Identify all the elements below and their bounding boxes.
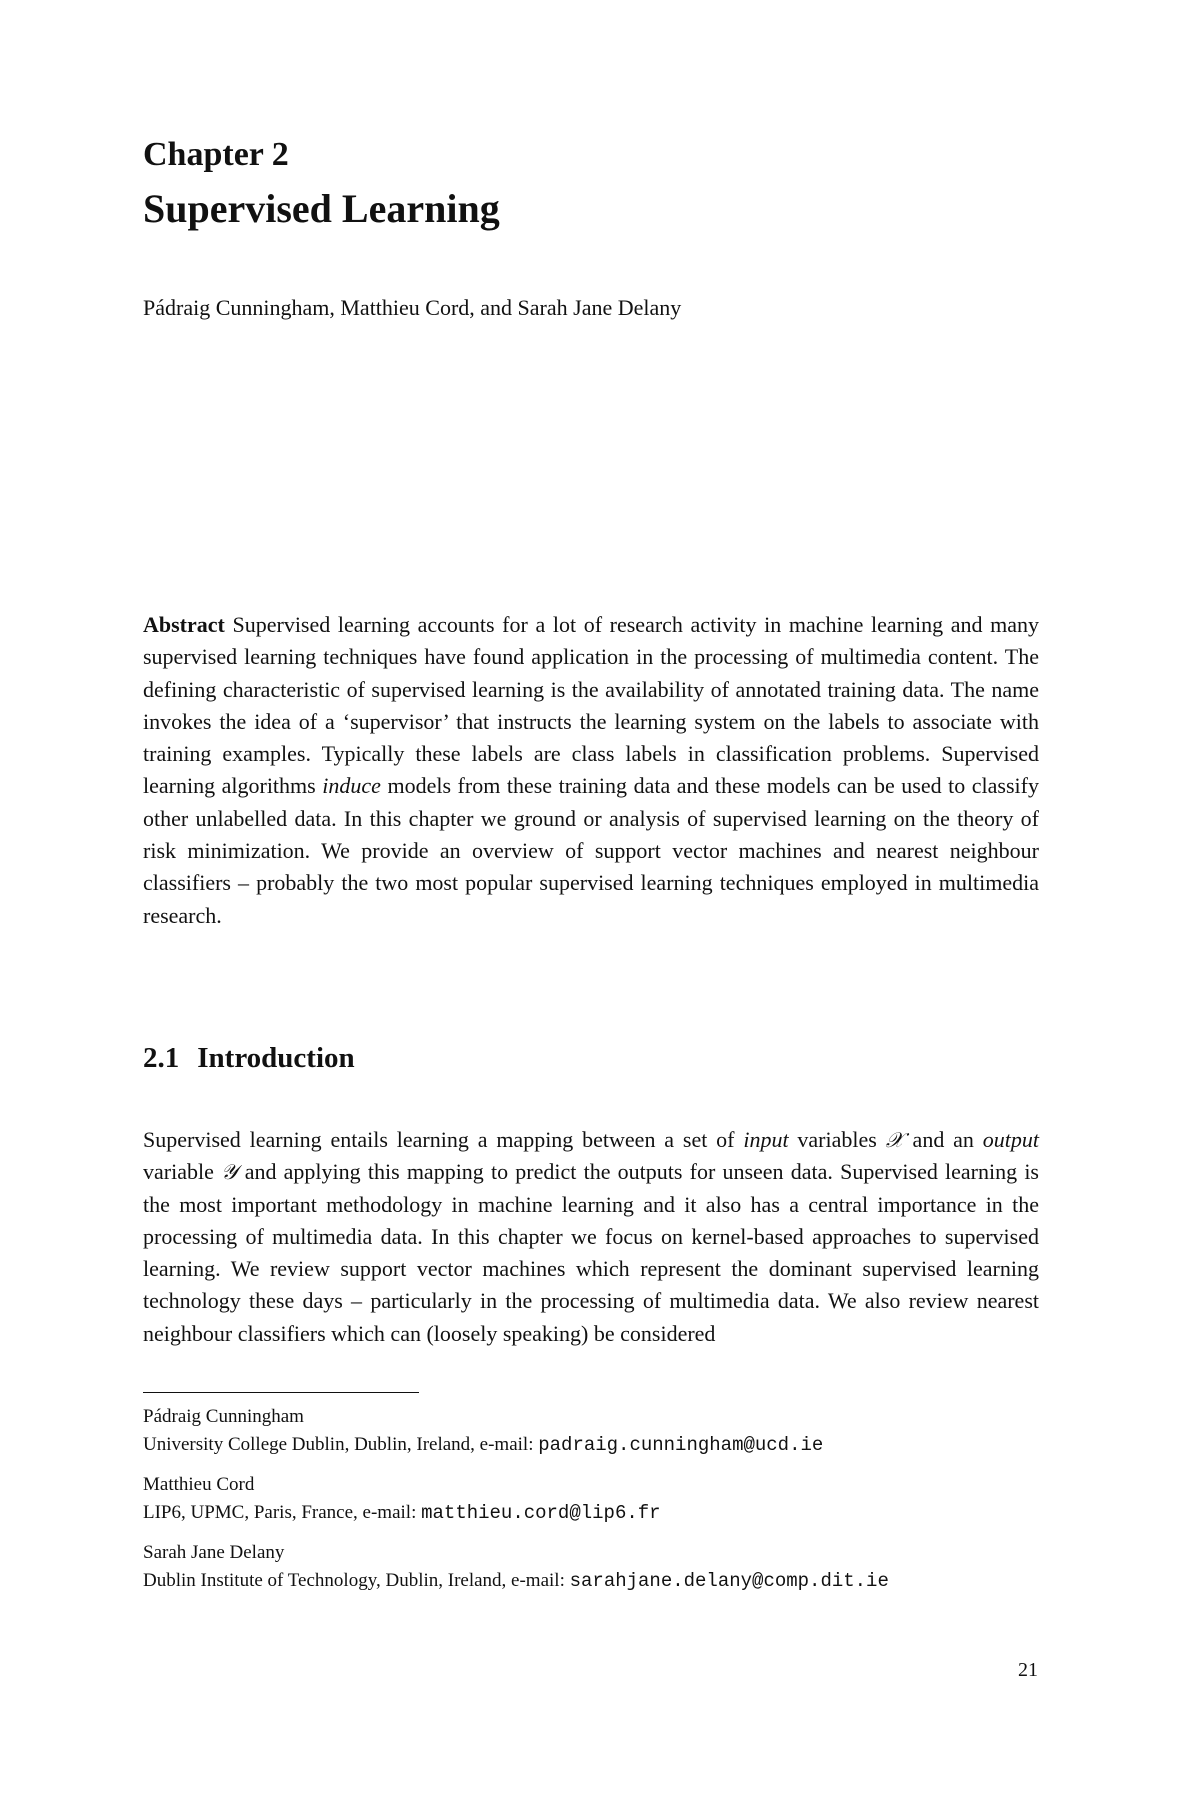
chapter-label: Chapter 2 xyxy=(143,136,289,173)
footnote-affiliation: University College Dublin, Dublin, Ireland, e-mail: xyxy=(143,1434,539,1455)
footnote-affiliation-line xyxy=(143,1567,1043,1595)
abstract-emphasis: induce xyxy=(322,773,381,799)
introduction-paragraph xyxy=(143,1124,1039,1350)
intro-text-1: Supervised learning entails learning a mapping between a set of xyxy=(143,1127,744,1152)
footnote-affiliation: LIP6, UPMC, Paris, France, e-mail: xyxy=(143,1502,422,1523)
math-variable-y: 𝒴 xyxy=(221,1160,238,1185)
abstract-paragraph xyxy=(143,609,1039,932)
chapter-title: Supervised Learning xyxy=(143,186,500,231)
math-variable-x: 𝒳 xyxy=(885,1128,904,1152)
intro-text-3: and an xyxy=(903,1127,983,1152)
abstract-text-part-2: models from these training data and these models can be used to classify other unlabelled data. In this chapter we ground or analysis of supervised learning on the theory of risk minimization. We provide an overview of support vector machines and nearest neighbour classifiers – probably the two most popular supervised learning techniques employed in multimedia research. xyxy=(143,773,1039,928)
footnote-name: Matthieu Cord xyxy=(143,1474,255,1495)
footnote-affiliation: Dublin Institute of Technology, Dublin, Ireland, e-mail: xyxy=(143,1570,570,1591)
footnote-author-3 xyxy=(143,1539,1043,1595)
section-heading xyxy=(143,1040,355,1076)
intro-output-word: output xyxy=(982,1127,1040,1152)
section-title: Introduction xyxy=(197,1042,355,1074)
intro-text-5: and applying this mapping to predict the outputs for unseen data. Supervised learning is the most important methodology in machine learning and it also has a central importance in the processing of multimedia data. In this chapter we focus on kernel-based approaches to supervised learning. We review support vector machines which represent the dominant supervised learning technology these days – particularly in the processing of multimedia data. We also review nearest neighbour classifiers which can (loosely speaking) be considered xyxy=(143,1159,1039,1346)
footnote-name: Sarah Jane Delany xyxy=(143,1542,285,1563)
footnote-rule xyxy=(143,1392,419,1393)
footnote-affiliation-line xyxy=(143,1431,1043,1459)
intro-text-2: variables xyxy=(788,1127,886,1152)
footnote-email[interactable]: padraig.cunningham@ucd.ie xyxy=(538,1434,824,1456)
footnote-affiliation-line xyxy=(143,1499,1043,1527)
intro-input-word: input xyxy=(743,1127,789,1152)
footnote-email[interactable]: sarahjane.delany@comp.dit.ie xyxy=(569,1570,889,1592)
footnote-email[interactable]: matthieu.cord@lip6.fr xyxy=(421,1502,661,1524)
footnote-name: Pádraig Cunningham xyxy=(143,1406,304,1427)
footnote-author-1 xyxy=(143,1403,1043,1459)
section-number: 2.1 xyxy=(143,1042,180,1074)
footnote-author-2 xyxy=(143,1471,1043,1527)
footnotes xyxy=(143,1403,1043,1607)
abstract-text-part-1: Supervised learning accounts for a lot of research activity in machine learning and many supervised learning techniques have found application in the processing of multimedia content. The defining characteristic of supervised learning is the availability of annotated training data. The name invokes the idea of a ‘supervisor’ that instructs the learning system on the labels to associate with training examples. Typically these labels are class labels in classification problems. Supervised learning algorithms xyxy=(143,612,1039,799)
abstract-label: Abstract xyxy=(143,612,225,637)
page-number: 21 xyxy=(1018,1659,1038,1681)
chapter-authors: Pádraig Cunningham, Matthieu Cord, and Sarah Jane Delany xyxy=(143,295,682,320)
intro-text-4: variable xyxy=(143,1159,222,1185)
